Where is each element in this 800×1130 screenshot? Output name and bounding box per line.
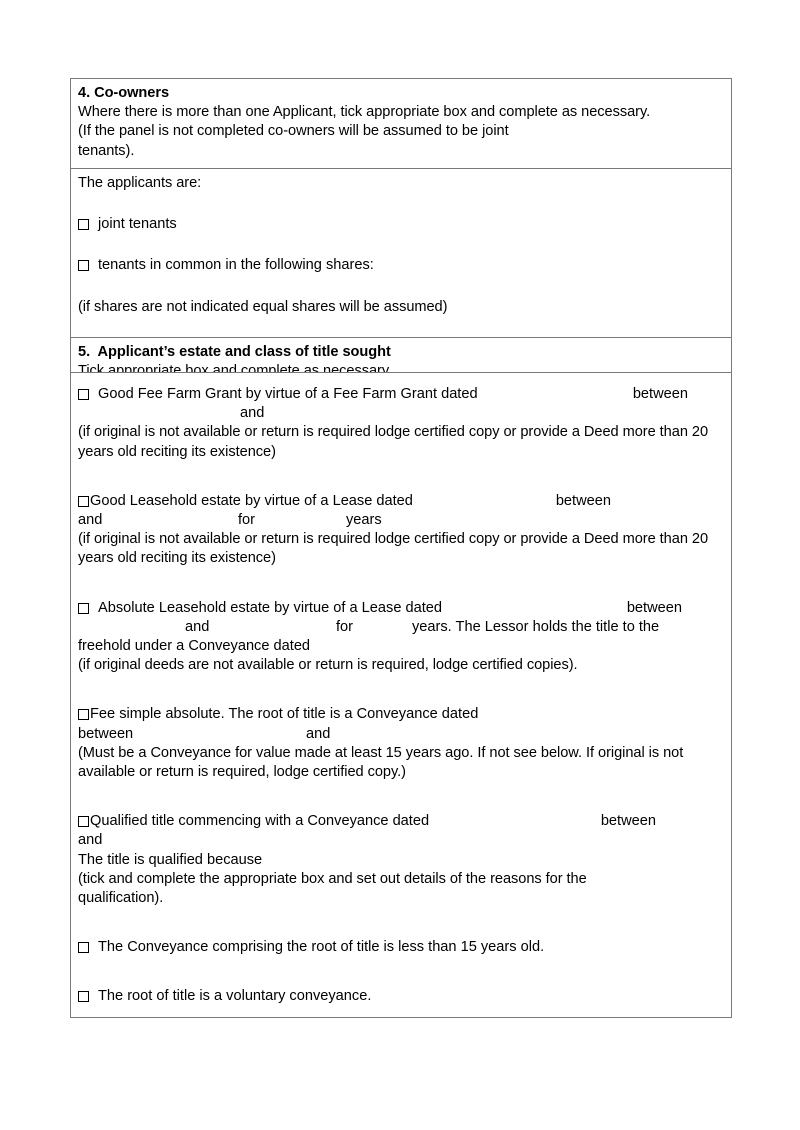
- section-4-instruction-line-2: (If the panel is not completed co-owners will be assumed to be joint: [78, 123, 509, 140]
- checkbox-icon[interactable]: [78, 389, 89, 400]
- estate-option-label: The root of title is a voluntary conveyance.: [98, 988, 372, 1005]
- estate-option-note: (tick and complete the appropriate box and set out details of the reasons for the qualification).: [78, 870, 587, 906]
- fill-word: for: [336, 618, 354, 635]
- checkbox-icon[interactable]: [78, 219, 89, 230]
- fill-line: [78, 725, 724, 744]
- checkbox-icon[interactable]: [78, 942, 89, 953]
- fill-word: between: [78, 725, 134, 742]
- checkbox-icon[interactable]: [78, 496, 89, 507]
- checkbox-icon[interactable]: [78, 816, 89, 827]
- section-4-instruction-line-1: Where there is more than one Applicant, tick appropriate box and complete as necessary.: [78, 104, 651, 121]
- fill-line: [78, 851, 724, 870]
- section-4-body-panel: [70, 168, 732, 339]
- estate-option-fee-simple-absolute[interactable]: [78, 705, 724, 782]
- option-joint-tenants-label: joint tenants: [98, 216, 177, 233]
- estate-option-absolute-leasehold-estate[interactable]: [78, 599, 724, 676]
- checkbox-icon[interactable]: [78, 260, 89, 271]
- option-joint-tenants[interactable]: [78, 215, 724, 234]
- estate-option-label: The Conveyance comprising the root of title is less than 15 years old.: [98, 939, 545, 956]
- estate-option-good-fee-farm-grant[interactable]: [78, 385, 724, 462]
- fill-word: and: [306, 725, 331, 742]
- section-5-body-panel: [70, 372, 732, 1018]
- applicants-are-label: The applicants are:: [78, 175, 202, 191]
- fill-word: for: [238, 512, 256, 528]
- estate-option-trailing-word: between: [600, 813, 656, 830]
- section-4-title: 4. Co-owners: [78, 85, 170, 101]
- estate-option-label: Fee simple absolute. The root of title is a Conveyance dated: [90, 706, 479, 723]
- estate-option-note: (if original deeds are not available or return is required, lodge certified copies).: [78, 657, 578, 674]
- fill-word: and: [240, 405, 265, 422]
- section-4-header-panel: [70, 78, 732, 169]
- estate-option-note: (Must be a Conveyance for value made at least 15 years ago. If not see below. If original is not available or return is required, lodge certified copy.): [78, 744, 684, 780]
- fill-line: [78, 618, 724, 637]
- fill-word: freehold under a Conveyance dated: [78, 637, 311, 654]
- fill-word: years. The Lessor holds the title to the: [412, 618, 660, 635]
- fill-line: [78, 637, 724, 656]
- estate-option-qualified-title[interactable]: [78, 812, 724, 908]
- estate-option-trailing-word: between: [632, 386, 688, 402]
- estate-option-label: Good Fee Farm Grant by virtue of a Fee Farm Grant dated: [98, 386, 478, 402]
- fill-word: and: [78, 512, 103, 528]
- estate-option-root-of-title-voluntary-conveyance[interactable]: [78, 987, 724, 1006]
- estate-option-conveyance-less-than-15-years[interactable]: [78, 938, 724, 957]
- estate-option-label: Good Leasehold estate by virtue of a Lease dated: [90, 492, 413, 509]
- equal-shares-note: (if shares are not indicated equal shares will be assumed): [78, 298, 448, 315]
- section-5-title: 5. Applicant’s estate and class of title sought: [78, 344, 391, 360]
- fill-line: [78, 831, 724, 850]
- fill-line: [78, 404, 724, 423]
- option-tenants-in-common[interactable]: [78, 256, 724, 275]
- estate-option-good-leasehold-estate[interactable]: [78, 492, 724, 569]
- estate-option-note: (if original is not available or return is required lodge certified copy or provide a Deed more than 20 years old reciting its existence): [78, 424, 709, 460]
- fill-line: [78, 511, 724, 530]
- estate-option-note: (if original is not available or return is required lodge certified copy or provide a Deed more than 20 years old reciting its existence): [78, 531, 709, 567]
- fill-word: The title is qualified because: [78, 851, 263, 868]
- option-tenants-in-common-label: tenants in common in the following shares:: [98, 257, 374, 274]
- checkbox-icon[interactable]: [78, 991, 89, 1002]
- fill-word: and: [78, 832, 103, 849]
- fill-word: and: [185, 618, 210, 635]
- estate-option-label: Absolute Leasehold estate by virtue of a Lease dated: [98, 599, 443, 616]
- estate-option-trailing-word: between: [626, 599, 682, 616]
- estate-option-label: Qualified title commencing with a Conveyance dated: [90, 813, 430, 830]
- estate-option-trailing-word: between: [555, 492, 611, 509]
- fill-word: years: [346, 512, 382, 528]
- section-4-instruction-line-3: tenants).: [78, 142, 135, 159]
